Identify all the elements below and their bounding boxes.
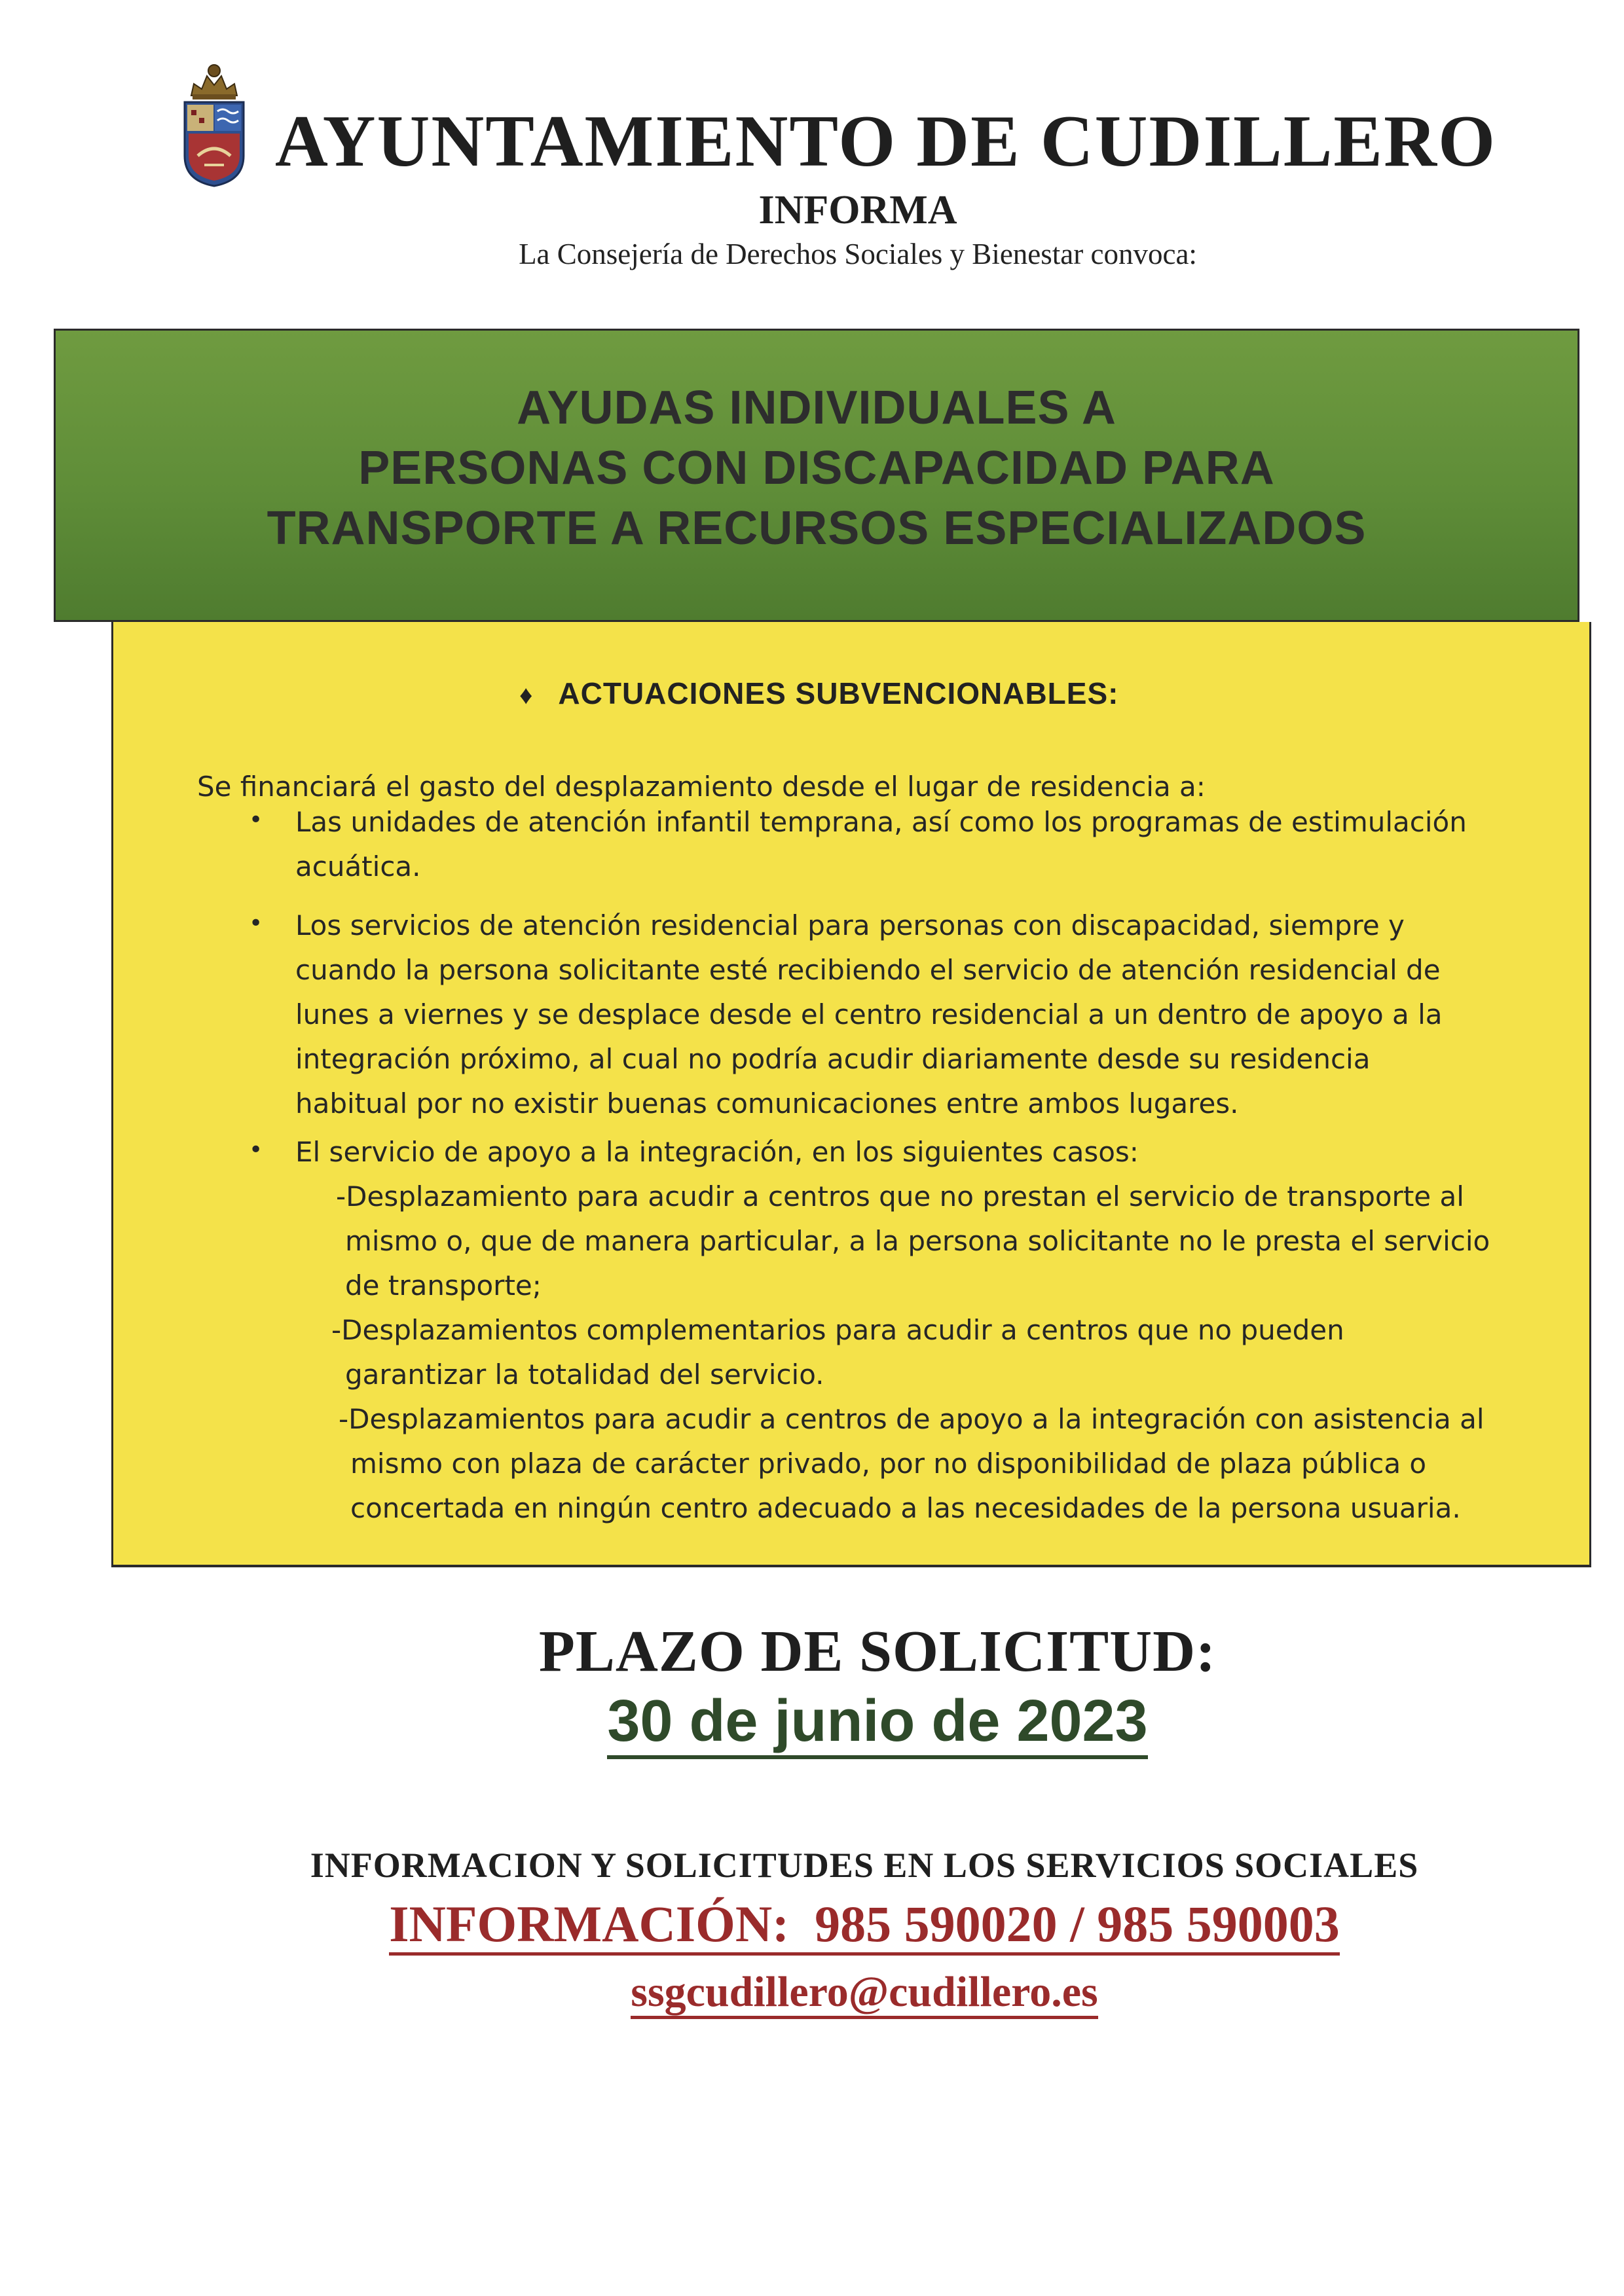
list-item-line: acuática. [295, 850, 421, 883]
sub-item-line: -Desplazamiento para acudir a centros que no prestan el servicio de transporte al [336, 1180, 1464, 1212]
list-item-line: cuando la persona solicitante esté recibiendo el servicio de atención residencial de [295, 954, 1441, 986]
sub-item-line: garantizar la totalidad del servicio. [345, 1358, 824, 1391]
sub-list-item [331, 1308, 1344, 1397]
sub-list-item [339, 1397, 1485, 1531]
email-link-text[interactable]: ssgcudillero@cudillero.es [631, 1968, 1098, 2019]
list-item [295, 903, 1443, 1126]
org-title: AYUNTAMIENTO DE CUDILLERO [275, 101, 1497, 182]
deadline-date [0, 1689, 1624, 1754]
deadline-date-text: 30 de junio de 2023 [607, 1688, 1147, 1759]
bullet-dot-icon: • [249, 1137, 263, 1163]
intro-text: Se financiará el gasto del desplazamiento desde el lugar de residencia a: [197, 771, 1206, 803]
bullet-dot-icon: • [249, 910, 263, 937]
list-item-line: Las unidades de atención infantil temprana, así como los programas de estimulación [295, 806, 1467, 838]
title-line: AYUDAS INDIVIDUALES A [517, 382, 1116, 434]
title-line: PERSONAS CON DISCAPACIDAD PARA [358, 442, 1275, 494]
sub-item-line: -Desplazamientos complementarios para acudir a centros que no pueden [331, 1314, 1344, 1346]
phone-numbers-text: INFORMACIÓN: 985 590020 / 985 590003 [389, 1895, 1340, 1956]
diamond-bullet-icon: ♦ [519, 681, 534, 710]
title-box [54, 329, 1579, 622]
shield-icon [185, 102, 244, 186]
sub-item-line: mismo o, que de manera particular, a la persona solicitante no le presta el servicio [345, 1225, 1490, 1257]
title-text [56, 378, 1578, 558]
deadline-label: PLAZO DE SOLICITUD: [538, 1619, 1217, 1684]
informa-heading: INFORMA [758, 188, 957, 232]
info-line: INFORMACION Y SOLICITUDES EN LOS SERVICIOS SOCIALES [310, 1846, 1419, 1885]
list-item [295, 1130, 1139, 1175]
section-heading [519, 676, 1118, 711]
coat-of-arms-icon [178, 58, 250, 189]
list-item-line: lunes a viernes y se desplace desde el centro residencial a un dentro de apoyo a la [295, 998, 1443, 1030]
sub-list-item [336, 1175, 1490, 1308]
sub-item-line: de transporte; [345, 1269, 542, 1302]
list-item-line: integración próximo, al cual no podría acudir diariamente desde su residencia [295, 1043, 1371, 1075]
list-item-line: habitual por no existir buenas comunicaciones entre ambos lugares. [295, 1087, 1239, 1120]
bullet-dot-icon: • [249, 807, 263, 833]
convoca-text: La Consejería de Derechos Sociales y Bienestar convoca: [519, 238, 1197, 270]
sub-item-line: -Desplazamientos para acudir a centros de apoyo a la integración con asistencia al [339, 1403, 1485, 1435]
list-item-line: Los servicios de atención residencial para personas con discapacidad, siempre y [295, 909, 1405, 941]
section-heading-text: ACTUACIONES SUBVENCIONABLES: [558, 676, 1119, 710]
email-link[interactable] [0, 1968, 1624, 2016]
list-item [295, 800, 1467, 889]
content-box [111, 622, 1591, 1567]
crown-icon [191, 65, 237, 100]
sub-item-line: concertada en ningún centro adecuado a las necesidades de la persona usuaria. [350, 1492, 1461, 1524]
phone-numbers [0, 1895, 1624, 1952]
list-item-line: El servicio de apoyo a la integración, en los siguientes casos: [295, 1136, 1139, 1168]
sub-item-line: mismo con plaza de carácter privado, por no disponibilidad de plaza pública o [350, 1448, 1427, 1480]
title-line: TRANSPORTE A RECURSOS ESPECIALIZADOS [267, 502, 1367, 555]
